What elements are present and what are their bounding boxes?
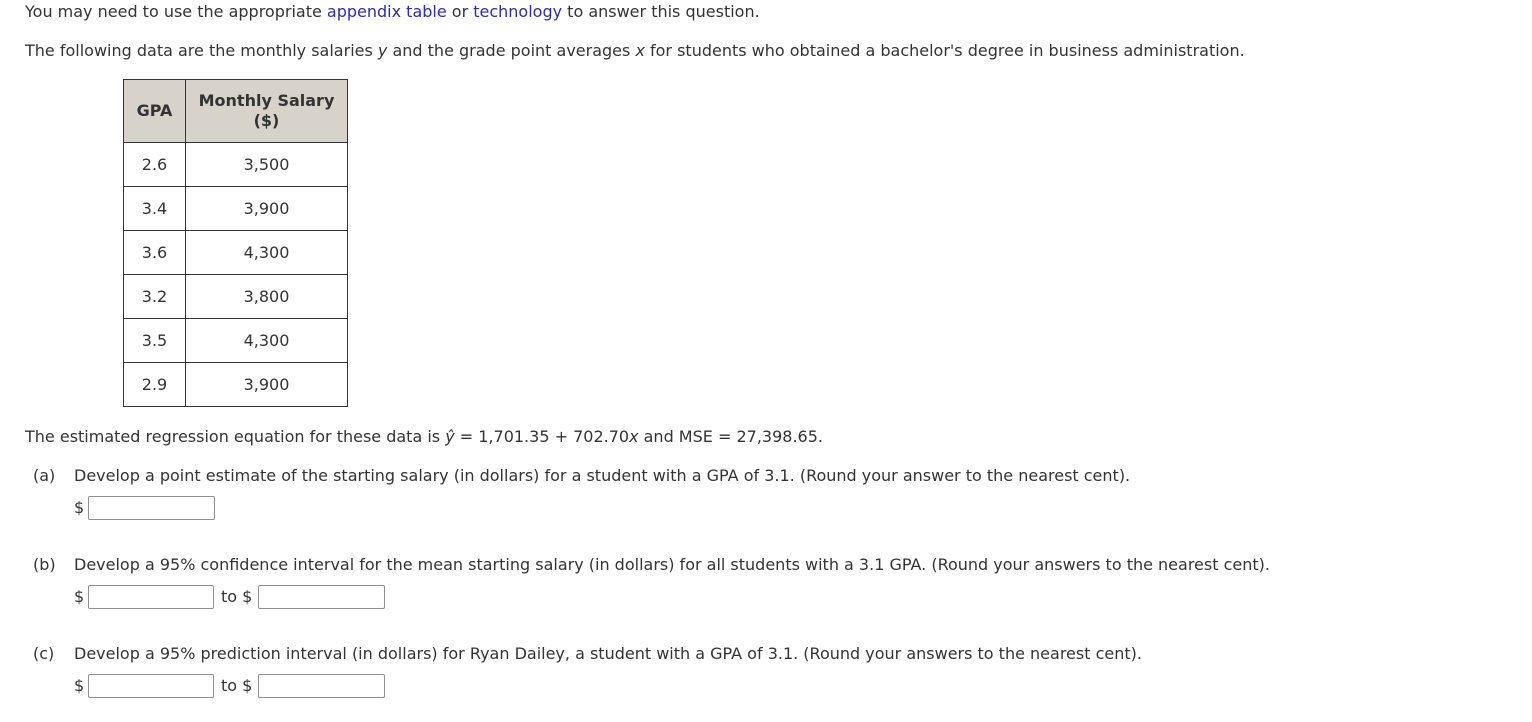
salary-header-line2: ($) xyxy=(253,111,280,130)
table-row xyxy=(124,143,348,187)
salary-cell: 3,900 xyxy=(186,363,348,407)
salary-cell: 3,500 xyxy=(186,143,348,187)
salary-cell: 3,800 xyxy=(186,275,348,319)
variable-x: x xyxy=(629,427,639,446)
part-b-question: Develop a 95% confidence interval for the mean starting salary (in dollars) for all students with a 3.1 GPA. (Round your answers to the nearest cent). xyxy=(74,555,1270,574)
part-a-question: Develop a point estimate of the starting salary (in dollars) for a student with a GPA of 3.1. (Round your answer to the nearest cent). xyxy=(74,466,1131,485)
gpa-cell: 3.6 xyxy=(124,231,186,275)
description-part-2: and the grade point averages xyxy=(387,41,636,60)
table-row xyxy=(124,363,348,407)
part-a-currency: $ xyxy=(74,498,85,517)
part-b-lower-input[interactable] xyxy=(88,585,214,609)
part-a-answer-input[interactable] xyxy=(88,496,215,520)
part-c-lower-input[interactable] xyxy=(88,674,214,698)
salary-cell: 3,900 xyxy=(186,187,348,231)
part-c-to-label: to $ xyxy=(221,676,253,695)
gpa-cell: 3.2 xyxy=(124,275,186,319)
variable-x: x xyxy=(635,41,645,60)
appendix-table-link[interactable]: appendix table xyxy=(326,2,447,21)
intro-middle: or xyxy=(446,2,474,21)
salary-cell: 4,300 xyxy=(186,231,348,275)
part-c-label: (c) xyxy=(33,644,55,663)
regression-part-1: The estimated regression equation for these data is xyxy=(25,427,446,446)
salary-header-line1: Monthly Salary xyxy=(198,91,335,110)
intro-prefix: You may need to use the appropriate xyxy=(25,2,327,21)
part-b-label: (b) xyxy=(33,555,56,574)
intro-suffix: to answer this question. xyxy=(562,2,760,21)
part-a-label: (a) xyxy=(33,466,56,485)
part-b-to-label: to $ xyxy=(221,587,253,606)
gpa-cell: 2.6 xyxy=(124,143,186,187)
regression-equation xyxy=(25,427,823,447)
intro-text xyxy=(25,2,760,22)
data-table xyxy=(123,79,348,407)
part-c-upper-input[interactable] xyxy=(258,674,385,698)
table-row xyxy=(124,275,348,319)
variable-y-hat: ŷ xyxy=(445,427,455,446)
part-b-upper-input[interactable] xyxy=(258,585,385,609)
part-c-question: Develop a 95% prediction interval (in dollars) for Ryan Dailey, a student with a GPA of 3.1. (Round your answers to the nearest cent). xyxy=(74,644,1142,663)
part-b-currency: $ xyxy=(74,587,85,606)
table-header-row xyxy=(124,80,348,143)
part-c-currency: $ xyxy=(74,676,85,695)
salary-cell: 4,300 xyxy=(186,319,348,363)
regression-part-3: and MSE = 27,398.65. xyxy=(638,427,823,446)
regression-part-2: = 1,701.35 + 702.70 xyxy=(454,427,630,446)
gpa-cell: 2.9 xyxy=(124,363,186,407)
table-row xyxy=(124,319,348,363)
table-row xyxy=(124,187,348,231)
gpa-header: GPA xyxy=(124,80,186,143)
salary-header xyxy=(186,80,348,143)
table-row xyxy=(124,231,348,275)
technology-link[interactable]: technology xyxy=(473,2,563,21)
description-part-1: The following data are the monthly salaries xyxy=(25,41,378,60)
gpa-cell: 3.5 xyxy=(124,319,186,363)
gpa-cell: 3.4 xyxy=(124,187,186,231)
problem-description xyxy=(25,41,1245,61)
variable-y: y xyxy=(377,41,388,60)
description-part-3: for students who obtained a bachelor's degree in business administration. xyxy=(644,41,1245,60)
